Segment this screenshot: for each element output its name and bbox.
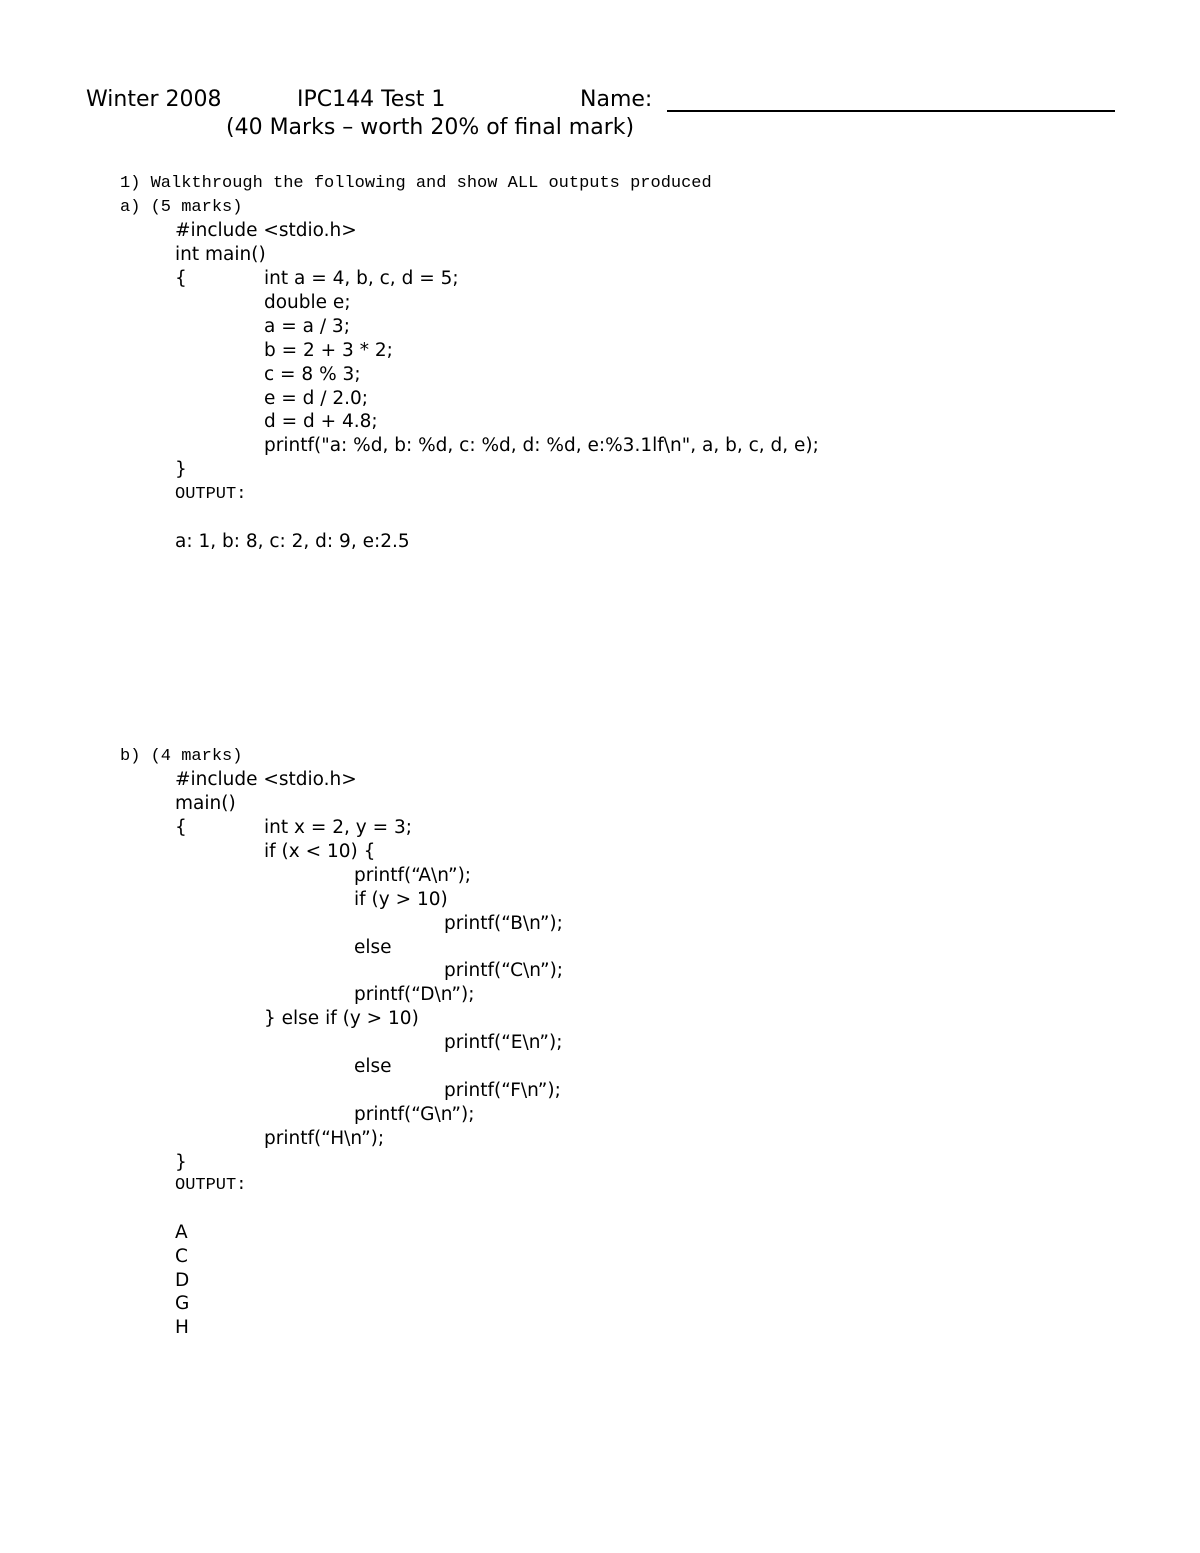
part-b-close-brace: }	[175, 1152, 187, 1173]
course-title: IPC144 Test 1	[297, 87, 446, 112]
part-a-output: a: 1, b: 8, c: 2, d: 9, e:2.5	[175, 531, 410, 552]
part-b-code-line: printf(“A\n”);	[354, 865, 472, 886]
part-b-output-line: H	[175, 1317, 189, 1338]
part-b-include: #include <stdio.h>	[175, 769, 357, 790]
part-a-label: a) (5 marks)	[120, 198, 243, 217]
name-blank-line[interactable]	[667, 110, 1115, 112]
part-b-output-line: G	[175, 1293, 190, 1314]
part-b-code-line: else	[354, 937, 392, 958]
part-a-code-line: printf("a: %d, b: %d, c: %d, d: %d, e:%3.1lf\n", a, b, c, d, e);	[264, 435, 819, 456]
part-b-code-line: printf(“C\n”);	[444, 960, 564, 981]
part-b-code-line: printf(“E\n”);	[444, 1032, 563, 1053]
part-b-output-label: OUTPUT:	[175, 1176, 247, 1195]
part-b-output-line: A	[175, 1222, 188, 1243]
part-b-code-line: if (x < 10) {	[264, 841, 376, 862]
part-b-output-line: C	[175, 1246, 188, 1267]
part-b-code-line: if (y > 10)	[354, 889, 448, 910]
part-a-code-line: c = 8 % 3;	[264, 364, 361, 385]
part-b-code-line: printf(“B\n”);	[444, 913, 563, 934]
part-a-code-line: b = 2 + 3 * 2;	[264, 340, 393, 361]
part-b-code-line: } else if (y > 10)	[264, 1008, 419, 1029]
part-b-code-line: printf(“F\n”);	[444, 1080, 561, 1101]
part-b-open-brace: {	[175, 817, 187, 838]
term-label: Winter 2008	[86, 87, 222, 112]
part-a-main: int main()	[175, 244, 266, 265]
part-a-include: #include <stdio.h>	[175, 220, 357, 241]
part-a-code-line: int a = 4, b, c, d = 5;	[264, 268, 459, 289]
part-b-code-line: printf(“D\n”);	[354, 984, 475, 1005]
part-a-code-line: e = d / 2.0;	[264, 388, 369, 409]
part-a-open-brace: {	[175, 268, 187, 289]
part-b-code-line: printf(“H\n”);	[264, 1128, 385, 1149]
part-a-code-line: a = a / 3;	[264, 316, 350, 337]
part-b-code-line: printf(“G\n”);	[354, 1104, 475, 1125]
part-b-output-line: D	[175, 1270, 190, 1291]
part-a-code-line: double e;	[264, 292, 351, 313]
part-a-code-line: d = d + 4.8;	[264, 411, 378, 432]
part-a-close-brace: }	[175, 459, 187, 480]
part-b-code-line: else	[354, 1056, 392, 1077]
question-1-instruction: 1) Walkthrough the following and show ALL outputs produced	[120, 174, 712, 193]
name-label: Name:	[580, 87, 653, 112]
marks-subtitle: (40 Marks – worth 20% of final mark)	[226, 115, 635, 140]
part-b-main: main()	[175, 793, 236, 814]
part-b-label: b) (4 marks)	[120, 747, 243, 766]
part-b-code-line: int x = 2, y = 3;	[264, 817, 412, 838]
part-a-output-label: OUTPUT:	[175, 485, 247, 504]
